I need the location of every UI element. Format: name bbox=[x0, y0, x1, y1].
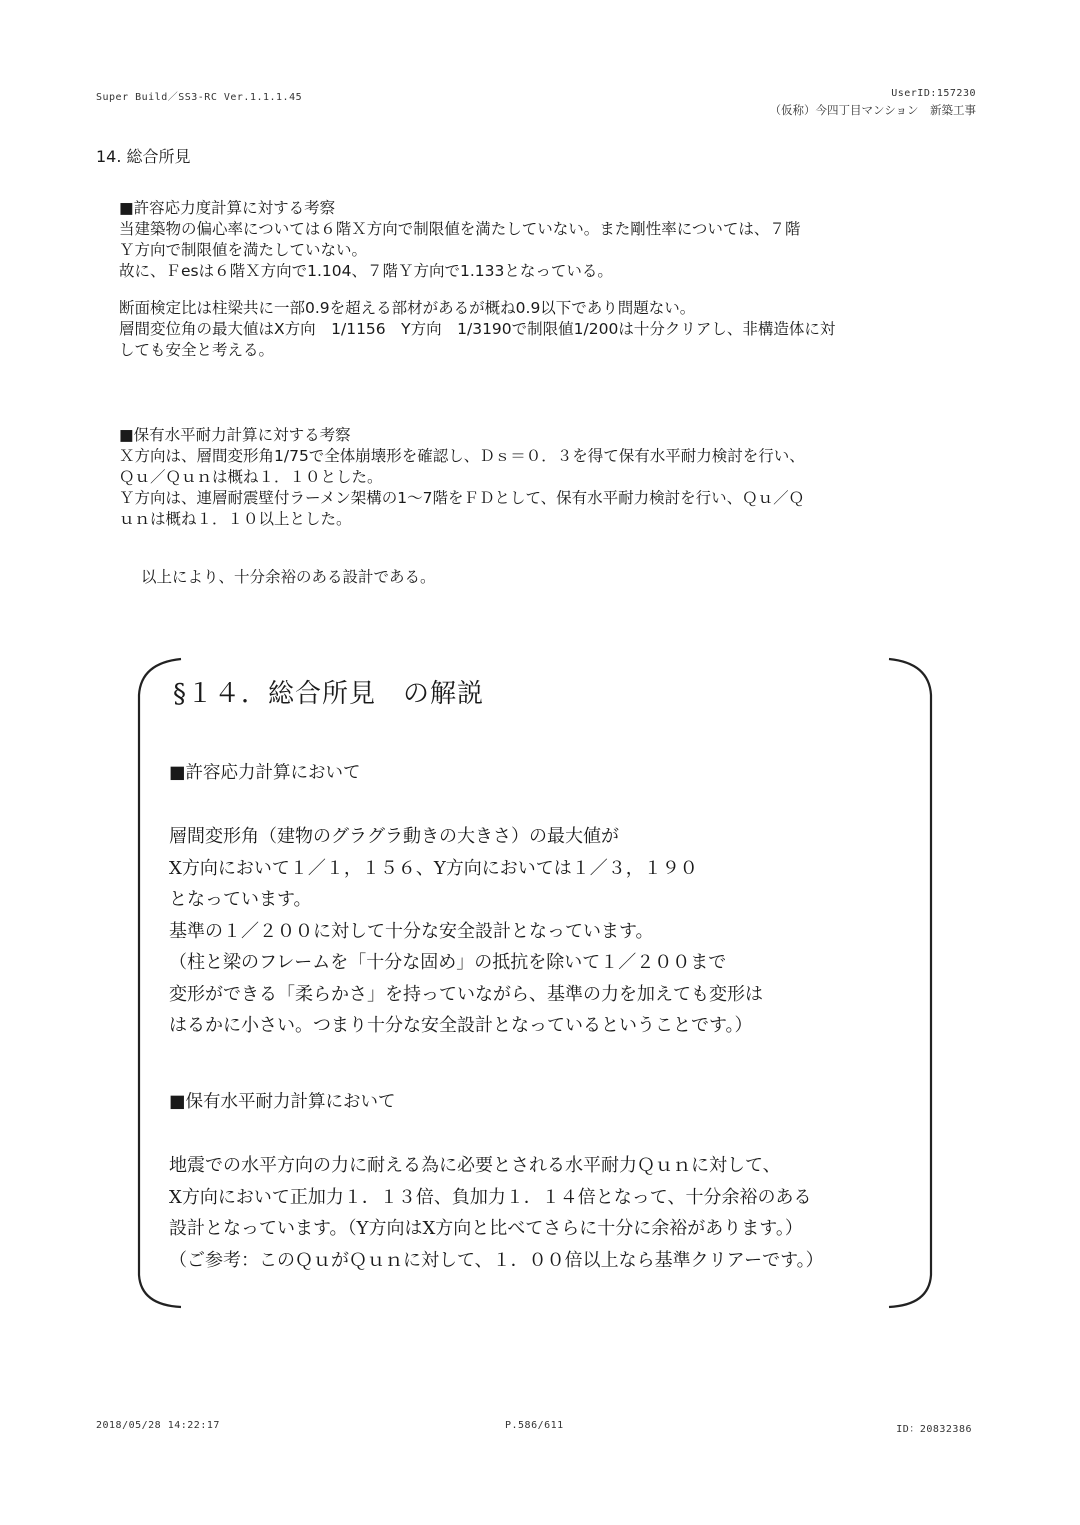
commentary-title: §１４．総合所見 の解説 bbox=[173, 679, 485, 709]
allowable-line: Ｙ方向で制限値を満たしていない。 bbox=[119, 241, 368, 259]
commentary-line: はるかに小さい。つまり十分な安全設計となっているということです。） bbox=[169, 1015, 753, 1036]
document-id: ID：20832386 bbox=[896, 1424, 972, 1435]
ultimate-line: Ｙ方向は、連層耐震壁付ラーメン架構の1～7階をＦＤとして、保有水平耐力検討を行い、Ｑｕ／Ｑ bbox=[119, 489, 805, 507]
commentary-ultimate-heading: ■保有水平耐力計算において bbox=[169, 1092, 396, 1112]
commentary-line: 層間変形角（建物のグラグラ動きの大きさ）の最大値が bbox=[169, 826, 619, 847]
commentary-allowable-text bbox=[169, 821, 763, 1042]
commentary-line: 設計となっています。（Y方向はX方向と比べてさらに十分に余裕があります。） bbox=[169, 1218, 803, 1239]
page-number: P.586/611 bbox=[505, 1420, 564, 1431]
commentary-line: となっています。 bbox=[169, 889, 312, 910]
section-title: 14. 総合所見 bbox=[96, 147, 191, 166]
commentary-ultimate-text bbox=[169, 1150, 824, 1276]
commentary-box bbox=[131, 655, 939, 1310]
commentary-line: （ご参考：このＱｕがＱｕｎに対して、１．００倍以上なら基準クリアーです。） bbox=[169, 1249, 824, 1271]
allowable-stress-block-2 bbox=[119, 298, 835, 361]
allowable-line: しても安全と考える。 bbox=[119, 341, 275, 359]
print-datetime: 2018/05/28 14:22:17 bbox=[96, 1420, 220, 1431]
ultimate-line: ｕｎは概ね１．１０以上とした。 bbox=[119, 510, 352, 528]
allowable-line: 断面検定比は柱梁共に一部0.9を超える部材があるが概ね0.9以下であり問題ない。 bbox=[119, 299, 696, 317]
commentary-line: X方向において正加力１．１３倍、負加力１．１４倍となって、十分余裕のある bbox=[169, 1186, 812, 1208]
ultimate-heading: ■保有水平耐力計算に対する考察 bbox=[119, 426, 351, 444]
commentary-line: 基準の１／２００に対して十分な安全設計となっています。 bbox=[169, 920, 654, 942]
commentary-line: 変形ができる「柔らかさ」を持っていながら、基準の力を加えても変形は bbox=[169, 983, 763, 1005]
software-version: Super Build／SS3-RC Ver.1.1.1.45 bbox=[96, 92, 303, 103]
ultimate-line: Ｑｕ／Ｑｕｎは概ね１．１０とした。 bbox=[119, 468, 383, 486]
allowable-stress-block bbox=[119, 198, 800, 282]
ultimate-strength-block bbox=[119, 425, 805, 530]
project-name: （仮称）今四丁目マンション 新築工事 bbox=[769, 103, 976, 117]
ultimate-line: Ｘ方向は、層間変形角1/75で全体崩壊形を確認し、Ｄｓ＝０．３を得て保有水平耐力検討を行い、 bbox=[119, 447, 805, 465]
commentary-line: （柱と梁のフレームを「十分な固め」の抵抗を除いて１／２００まで bbox=[169, 952, 727, 973]
commentary-allowable-heading: ■許容応力計算において bbox=[169, 763, 361, 783]
commentary-line: X方向において１／１，１５６、Y方向においては１／３，１９０ bbox=[169, 857, 698, 879]
allowable-line: 故に、Ｆesは６階Ｘ方向で1.104、７階Ｙ方向で1.133となっている。 bbox=[119, 262, 613, 280]
allowable-line: 当建築物の偏心率については６階Ｘ方向で制限値を満たしていない。また剛性率については、７階 bbox=[119, 220, 801, 238]
allowable-line: 層間変位角の最大値はX方向 1/1156 Y方向 1/3190で制限値1/200は十分クリアし、非構造体に対 bbox=[119, 320, 836, 338]
user-id: UserID:157230 bbox=[891, 88, 976, 99]
commentary-line: 地震での水平方向の力に耐える為に必要とされる水平耐力Ｑｕｎに対して、 bbox=[169, 1155, 781, 1176]
conclusion: 以上により、十分余裕のある設計である。 bbox=[141, 568, 436, 586]
allowable-heading: ■許容応力度計算に対する考察 bbox=[119, 199, 336, 217]
